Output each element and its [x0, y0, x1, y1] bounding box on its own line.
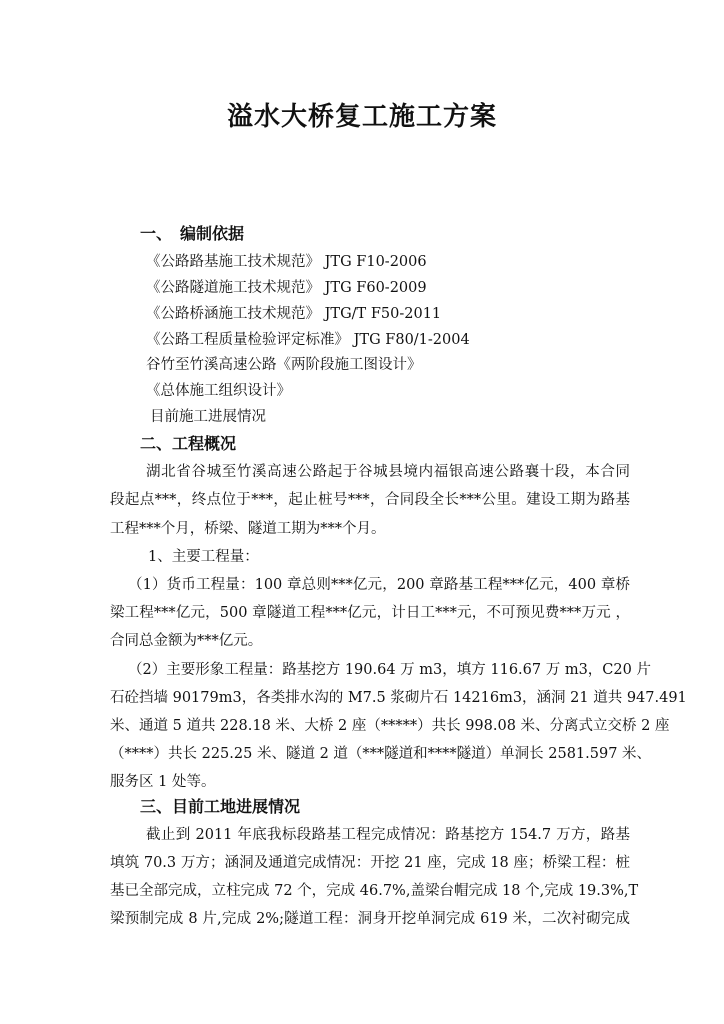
overview-line: 段起点***，终点位于***，起止桩号***，合同段全长***公里。建设工期为路基 — [110, 492, 630, 508]
document-title: 溢水大桥复工施工方案 — [226, 102, 497, 132]
progress-line: 截止到 2011 年底我标段路基工程完成情况：路基挖方 154.7 万方，路基 — [146, 827, 630, 843]
reference-item: 《公路工程质量检验评定标准》 JTG F80/1-2004 — [146, 332, 470, 348]
progress-line: 填筑 70.3 万方；涵洞及通道完成情况：开挖 21 座，完成 18 座；桥梁工程：桩 — [110, 855, 630, 871]
quantity-line: （****）共长 225.25 米、隧道 2 道（***隧道和****隧道）单洞长 2581.597 米、 — [110, 746, 652, 762]
quantity-line: （1）货币工程量：100 章总则***亿元，200 章路基工程***亿元，400 章桥 — [128, 577, 630, 593]
overview-line: 工程***个月，桥梁、隧道工期为***个月。 — [110, 521, 386, 537]
reference-item: 谷竹至竹溪高速公路《两阶段施工图设计》 — [146, 357, 422, 373]
reference-item: 《公路路基施工技术规范》 JTG F10-2006 — [146, 254, 427, 270]
reference-item: 《公路隧道施工技术规范》 JTG F60-2009 — [146, 280, 427, 296]
subheading-quantities: 1、主要工程量： — [148, 549, 259, 565]
quantity-line: 米、通道 5 道共 228.18 米、大桥 2 座（*****）共长 998.08 米、分离式立交桥 2 座 — [110, 718, 670, 734]
section-2-heading: 二、工程概况 — [140, 434, 237, 453]
section-3-heading: 三、目前工地进展情况 — [140, 797, 301, 816]
quantity-line: 合同总金额为***亿元。 — [110, 633, 263, 649]
progress-line: 梁预制完成 8 片,完成 2%;隧道工程：洞身开挖单洞完成 619 米，二次衬砌完成 — [110, 911, 630, 927]
quantity-line: 服务区 1 处等。 — [110, 774, 216, 790]
quantity-line: 石砼挡墙 90179m3，各类排水沟的 M7.5 浆砌片石 14216m3，涵洞 21 道共 947.491 — [110, 690, 687, 706]
reference-item: 《总体施工组织设计》 — [146, 383, 291, 399]
section-1-heading: 一、 编制依据 — [140, 224, 245, 243]
quantity-line: 梁工程***亿元，500 章隧道工程***亿元，计日工***元，不可预见费***万元 ， — [110, 605, 630, 621]
reference-item: 《公路桥涵施工技术规范》 JTG/T F50-2011 — [146, 306, 442, 322]
quantity-line: （2）主要形象工程量：路基挖方 190.64 万 m3，填方 116.67 万 m3，C20 片 — [128, 662, 651, 678]
overview-line: 湖北省谷城至竹溪高速公路起于谷城县境内福银高速公路襄十段，本合同 — [146, 464, 630, 480]
progress-line: 基已全部完成，立柱完成 72 个，完成 46.7%,盖梁台帽完成 18 个,完成 19.3%,T — [110, 883, 639, 899]
reference-item: 目前施工进展情况 — [150, 409, 266, 425]
